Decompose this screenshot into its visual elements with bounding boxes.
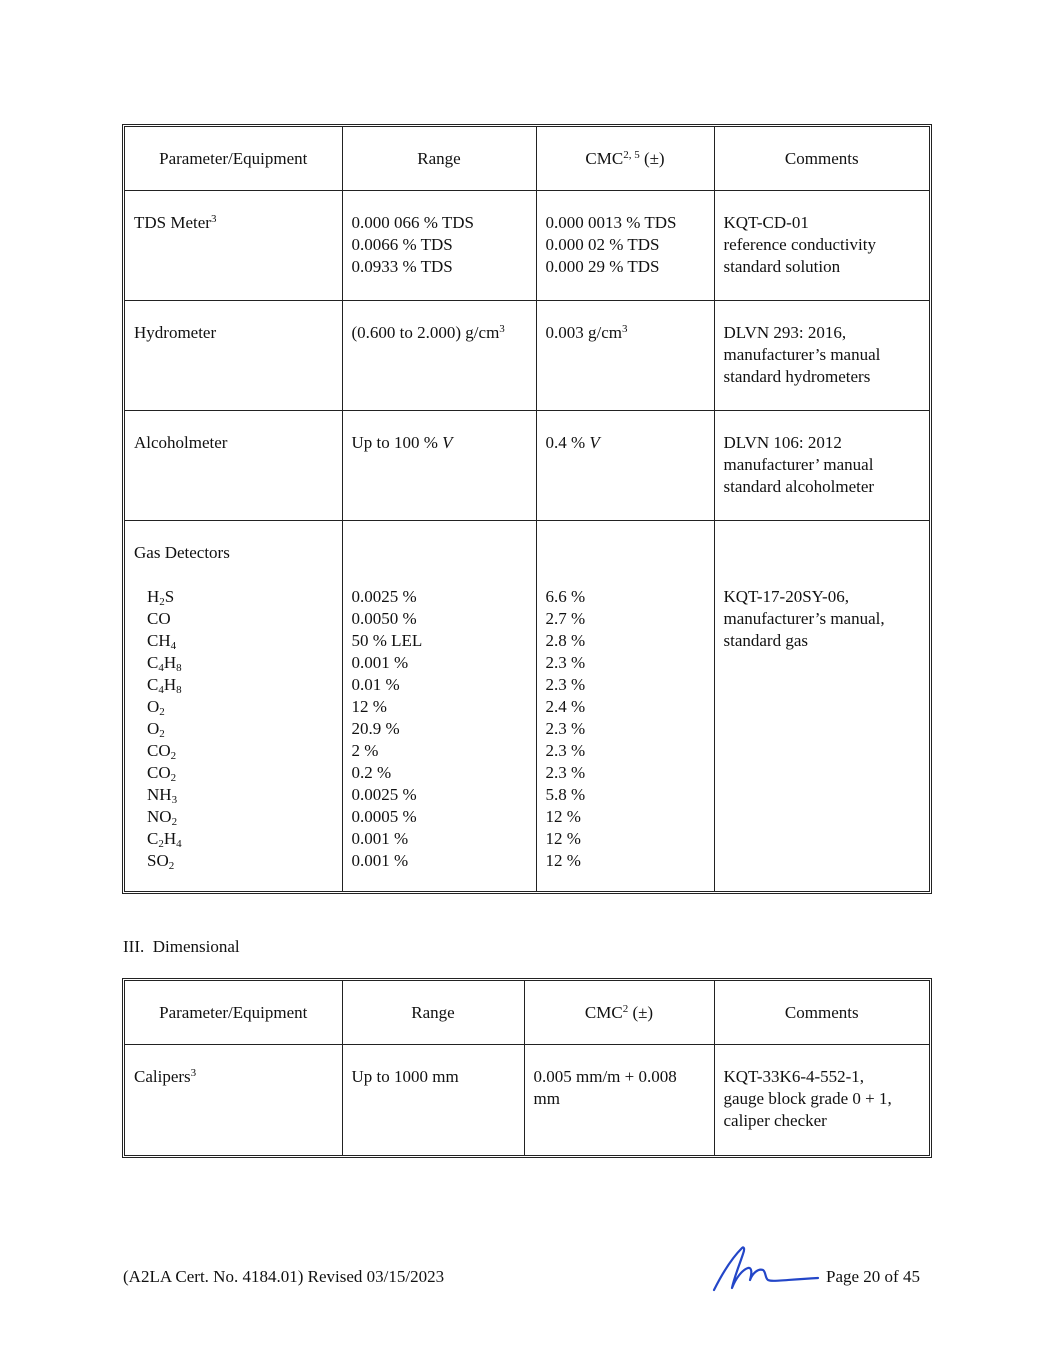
gas-species-subscript: 2 — [170, 772, 177, 784]
gas-detectors-range — [342, 521, 536, 891]
gas-species-symbol: S — [164, 587, 175, 606]
tds-meter-cmc — [536, 191, 714, 301]
table-header-row — [125, 981, 929, 1045]
tds-comment-line: reference conductivity — [723, 235, 876, 254]
gas-species-subscript: 4 — [158, 684, 164, 696]
header-cmc-suffix: (±) — [628, 1002, 654, 1022]
gas-range-value: 20.9 % — [351, 719, 400, 738]
gas-cmc-value: 2.3 % — [545, 675, 586, 694]
gas-species-symbol: C — [147, 829, 159, 848]
gas-species-subscript: 4 — [176, 838, 182, 850]
gas-species — [134, 718, 333, 740]
gas-species-symbol: H — [147, 587, 160, 606]
gas-species — [134, 586, 333, 608]
gas-species-subscript: 4 — [170, 640, 177, 652]
gas-range-value: 2 % — [351, 741, 379, 760]
gas-species-symbol: O — [147, 697, 160, 716]
signature-mark — [708, 1240, 820, 1296]
gas-species-subscript: 2 — [159, 596, 165, 608]
hydrometer-comment-line: standard hydrometers — [723, 367, 871, 386]
gas-species — [134, 674, 333, 696]
gas-species — [134, 806, 333, 828]
calipers-comments — [714, 1045, 929, 1155]
alcoholmeter-comment-line: manufacturer’ manual — [723, 455, 874, 474]
gas-cmc-list — [546, 586, 705, 872]
gas-species-symbol: CO — [147, 741, 171, 760]
table-row-alcoholmeter — [125, 411, 929, 521]
calibration-table-chemical — [122, 124, 932, 894]
header-range: Range — [342, 127, 536, 191]
gas-range-value: 0.0005 % — [351, 807, 417, 826]
gas-cmc-value: 2.3 % — [545, 763, 586, 782]
tds-range-line: 0.000 066 % TDS — [351, 213, 474, 232]
header-range: Range — [342, 981, 524, 1045]
gas-species-symbol: NH — [147, 785, 172, 804]
calibration-table-dimensional — [122, 978, 932, 1158]
alcoholmeter-range — [342, 411, 536, 521]
header-cmc-label: CMC — [584, 1002, 623, 1022]
hydrometer-comment-line: manufacturer’s manual — [723, 345, 881, 364]
gas-species-subscript: 2 — [170, 750, 177, 762]
gas-species-subscript: 2 — [159, 706, 165, 718]
alcoholmeter-range-value: Up to 100 % — [351, 433, 443, 452]
hydrometer-range — [342, 301, 536, 411]
gas-species-symbol: SO — [147, 851, 169, 870]
calipers-range: Up to 1000 mm — [342, 1045, 524, 1155]
gas-species — [134, 828, 333, 850]
signature-stroke — [714, 1247, 818, 1290]
gas-range-value: 0.0050 % — [351, 609, 417, 628]
tds-meter-comments — [714, 191, 929, 301]
gas-range-value: 0.2 % — [351, 763, 392, 782]
gas-species — [134, 740, 333, 762]
alcoholmeter-cmc-unit: V — [589, 433, 600, 452]
gas-comment-line: KQT-17-20SY-06, — [723, 587, 849, 606]
tds-meter-label: TDS Meter — [134, 213, 211, 232]
tds-cmc-line: 0.000 0013 % TDS — [545, 213, 677, 232]
gas-cmc-value: 2.3 % — [545, 653, 586, 672]
tds-meter-range — [342, 191, 536, 301]
alcoholmeter-range-unit: V — [442, 433, 453, 452]
alcoholmeter-comment-line: DLVN 106: 2012 — [723, 433, 842, 452]
header-cmc — [524, 981, 714, 1045]
footer-cert-revision: (A2LA Cert. No. 4184.01) Revised 03/15/2023 — [123, 1267, 445, 1286]
gas-cmc-value: 12 % — [545, 851, 581, 870]
tds-comment-line: standard solution — [723, 257, 841, 276]
gas-species — [134, 762, 333, 784]
header-cmc-footnote: 2 — [622, 1002, 629, 1015]
gas-species — [134, 608, 333, 630]
gas-species-symbol: CO — [147, 609, 171, 628]
hydrometer-range-exponent: 3 — [499, 323, 505, 335]
gas-comment-line: manufacturer’s manual, — [723, 609, 885, 628]
header-cmc — [536, 127, 714, 191]
calipers-name — [125, 1045, 342, 1155]
gas-species-symbol: CO — [147, 763, 171, 782]
hydrometer-cmc-value: 0.003 g/cm — [545, 323, 622, 342]
gas-species-subscript: 2 — [159, 728, 165, 740]
gas-species-subscript: 8 — [176, 684, 182, 696]
gas-species-subscript: 8 — [176, 662, 182, 674]
hydrometer-name: Hydrometer — [125, 301, 342, 411]
tds-meter-footnote: 3 — [210, 213, 217, 225]
table-row-gas-detectors — [125, 521, 929, 891]
tds-meter-name — [125, 191, 342, 301]
gas-species — [134, 850, 333, 872]
gas-range-value: 50 % LEL — [351, 631, 423, 650]
gas-species-symbol: H — [163, 829, 177, 848]
header-comments: Comments — [714, 127, 929, 191]
header-comments: Comments — [714, 981, 929, 1045]
hydrometer-comment-line: DLVN 293: 2016, — [723, 323, 847, 342]
alcoholmeter-cmc-value: 0.4 % — [545, 433, 590, 452]
table-row-tds-meter — [125, 191, 929, 301]
gas-species-subscript: 3 — [171, 794, 178, 806]
gas-species — [134, 652, 333, 674]
gas-species-list — [134, 586, 333, 872]
table-row-hydrometer — [125, 301, 929, 411]
gas-detectors-comments — [714, 521, 929, 891]
gas-species — [134, 630, 333, 652]
tds-range-line: 0.0066 % TDS — [351, 235, 453, 254]
gas-range-value: 0.001 % — [351, 851, 409, 870]
calipers-footnote: 3 — [190, 1067, 197, 1079]
header-cmc-label: CMC — [585, 148, 624, 168]
calipers-comment-line: KQT-33K6-4-552-1, — [723, 1067, 865, 1086]
gas-species-subscript: 2 — [158, 838, 164, 850]
gas-range-value: 12 % — [351, 697, 387, 716]
header-parameter: Parameter/Equipment — [125, 981, 342, 1045]
hydrometer-comments — [714, 301, 929, 411]
alcoholmeter-name: Alcoholmeter — [125, 411, 342, 521]
gas-range-list — [352, 586, 527, 872]
calipers-cmc — [524, 1045, 714, 1155]
header-cmc-footnote: 2, 5 — [623, 148, 640, 161]
hydrometer-range-value: (0.600 to 2.000) g/cm — [351, 323, 500, 342]
tds-comment-line: KQT-CD-01 — [723, 213, 809, 232]
hydrometer-cmc — [536, 301, 714, 411]
gas-cmc-value: 2.3 % — [545, 719, 586, 738]
alcoholmeter-cmc — [536, 411, 714, 521]
gas-range-value: 0.001 % — [351, 829, 409, 848]
alcoholmeter-comments — [714, 411, 929, 521]
tds-cmc-line: 0.000 29 % TDS — [545, 257, 660, 276]
hydrometer-cmc-exponent: 3 — [622, 323, 628, 335]
gas-range-value: 0.001 % — [351, 653, 409, 672]
gas-detectors-label: Gas Detectors — [134, 543, 230, 562]
gas-cmc-value: 2.8 % — [545, 631, 586, 650]
calipers-label: Calipers — [134, 1067, 191, 1086]
gas-species-symbol: H — [163, 675, 177, 694]
gas-cmc-value: 12 % — [545, 807, 581, 826]
gas-species-symbol: O — [147, 719, 160, 738]
gas-species — [134, 784, 333, 806]
header-cmc-suffix: (±) — [639, 148, 665, 168]
header-parameter: Parameter/Equipment — [125, 127, 342, 191]
gas-comment-line: standard gas — [723, 631, 809, 650]
calipers-comment-line: gauge block grade 0 + 1, — [723, 1089, 892, 1108]
gas-cmc-value: 2.3 % — [545, 741, 586, 760]
calipers-comment-line: caliper checker — [723, 1111, 827, 1130]
gas-species-symbol: C — [147, 675, 159, 694]
tds-cmc-line: 0.000 02 % TDS — [545, 235, 660, 254]
gas-species-subscript: 2 — [171, 816, 178, 828]
gas-species-subscript: 4 — [158, 662, 164, 674]
gas-cmc-value: 5.8 % — [545, 785, 586, 804]
gas-species-subscript: 2 — [168, 860, 175, 872]
section-title-dimensional: III. Dimensional — [123, 937, 240, 956]
gas-range-value: 0.0025 % — [351, 587, 417, 606]
table-row-calipers — [125, 1045, 929, 1155]
gas-species-symbol: C — [147, 653, 159, 672]
tds-range-line: 0.0933 % TDS — [351, 257, 453, 276]
footer-page-number: Page 20 of 45 — [826, 1267, 920, 1286]
gas-range-value: 0.0025 % — [351, 785, 417, 804]
alcoholmeter-comment-line: standard alcoholmeter — [723, 477, 875, 496]
gas-detectors-cmc — [536, 521, 714, 891]
gas-cmc-value: 2.4 % — [545, 697, 586, 716]
table-header-row — [125, 127, 929, 191]
gas-range-value: 0.01 % — [351, 675, 400, 694]
gas-species-symbol: NO — [147, 807, 172, 826]
gas-cmc-value: 2.7 % — [545, 609, 586, 628]
gas-detectors-name — [125, 521, 342, 891]
gas-cmc-value: 6.6 % — [545, 587, 586, 606]
gas-species-symbol: CH — [147, 631, 171, 650]
gas-species — [134, 696, 333, 718]
gas-species-symbol: H — [163, 653, 177, 672]
calipers-cmc-value: 0.005 mm/m + 0.008 mm — [533, 1067, 677, 1108]
gas-cmc-value: 12 % — [545, 829, 581, 848]
